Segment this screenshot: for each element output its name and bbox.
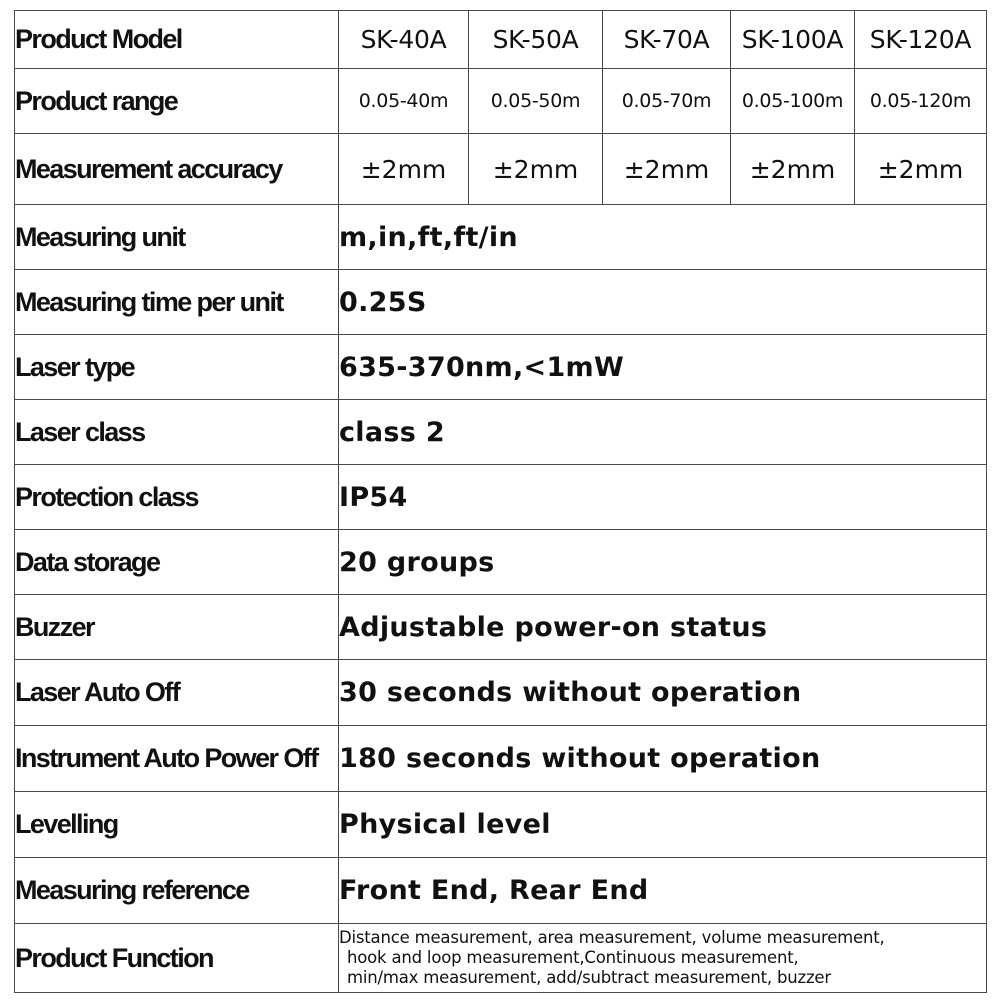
range-cell: 0.05-70m — [603, 69, 731, 134]
spec-label: Measuring unit — [15, 205, 339, 270]
spec-label: Laser Auto Off — [15, 660, 339, 726]
spec-value: 180 seconds without operation — [339, 726, 987, 792]
spec-row — [15, 400, 987, 465]
product-model-label: Product Model — [15, 11, 339, 69]
product-function-label: Product Function — [15, 924, 339, 993]
spec-label: Measuring time per unit — [15, 270, 339, 335]
spec-table — [14, 10, 987, 993]
model-row — [15, 11, 987, 69]
spec-label: Data storage — [15, 530, 339, 595]
spec-value: IP54 — [339, 465, 987, 530]
spec-label: Levelling — [15, 792, 339, 858]
function-description — [339, 924, 987, 993]
model-cell: SK-120A — [855, 11, 987, 69]
accuracy-cell: ±2mm — [339, 134, 469, 205]
spec-label: Measuring reference — [15, 858, 339, 924]
range-cell: 0.05-50m — [469, 69, 603, 134]
product-range-label: Product range — [15, 69, 339, 134]
spec-value: 0.25S — [339, 270, 987, 335]
accuracy-cell: ±2mm — [603, 134, 731, 205]
accuracy-cell: ±2mm — [469, 134, 603, 205]
spec-value: class 2 — [339, 400, 987, 465]
spec-value: Physical level — [339, 792, 987, 858]
spec-label: Laser class — [15, 400, 339, 465]
spec-row — [15, 595, 987, 660]
spec-value: Adjustable power-on status — [339, 595, 987, 660]
spec-row — [15, 792, 987, 858]
spec-value: 30 seconds without operation — [339, 660, 987, 726]
measurement-accuracy-label: Measurement accuracy — [15, 134, 339, 205]
function-row — [15, 924, 987, 993]
function-line: hook and loop measurement,Continuous measurement, — [347, 948, 799, 967]
function-line: Distance measurement, area measurement, volume measurement, — [339, 928, 885, 947]
accuracy-row — [15, 134, 987, 205]
spec-row — [15, 858, 987, 924]
range-row — [15, 69, 987, 134]
spec-row — [15, 660, 987, 726]
spec-label: Buzzer — [15, 595, 339, 660]
model-cell: SK-40A — [339, 11, 469, 69]
range-cell: 0.05-120m — [855, 69, 987, 134]
function-line: min/max measurement, add/subtract measurement, buzzer — [347, 968, 831, 987]
spec-row — [15, 205, 987, 270]
model-cell: SK-70A — [603, 11, 731, 69]
range-cell: 0.05-40m — [339, 69, 469, 134]
spec-value: 635-370nm,<1mW — [339, 335, 987, 400]
spec-value: m,in,ft,ft/in — [339, 205, 987, 270]
spec-row — [15, 465, 987, 530]
model-cell: SK-50A — [469, 11, 603, 69]
model-cell: SK-100A — [731, 11, 855, 69]
spec-row — [15, 726, 987, 792]
spec-row — [15, 530, 987, 595]
spec-row — [15, 270, 987, 335]
spec-label: Laser type — [15, 335, 339, 400]
spec-label: Protection class — [15, 465, 339, 530]
accuracy-cell: ±2mm — [731, 134, 855, 205]
spec-value: Front End, Rear End — [339, 858, 987, 924]
spec-label: Instrument Auto Power Off — [15, 726, 339, 792]
accuracy-cell: ±2mm — [855, 134, 987, 205]
spec-row — [15, 335, 987, 400]
range-cell: 0.05-100m — [731, 69, 855, 134]
spec-value: 20 groups — [339, 530, 987, 595]
